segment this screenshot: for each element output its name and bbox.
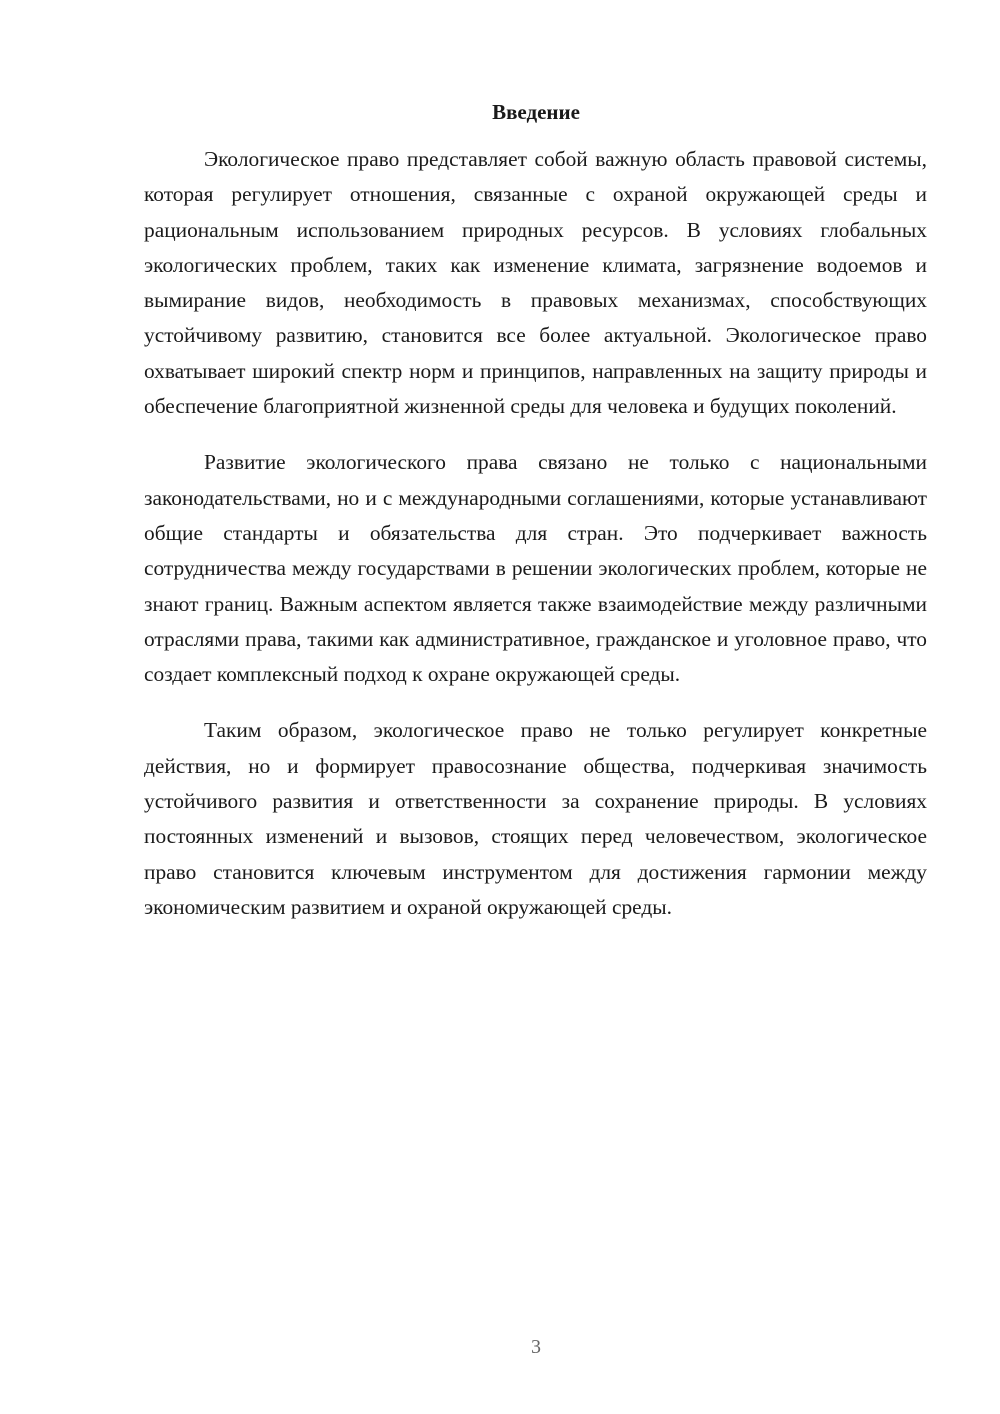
body-text — [144, 142, 927, 925]
paragraph-2: Развитие экологического права связано не только с национальными законодательствами, но и с международными соглашениями, которые устанавливают общие стандарты и обязательства для стран. Это подчеркивает важность сотрудничества между государствами в решении экологических проблем, которые не знают границ. Важным аспектом является также взаимодействие между различными отраслями права, такими как административное, гражданское и уголовное право, что создает комплексный подход к охране окружающей среды. — [144, 450, 927, 687]
section-heading: Введение — [492, 100, 580, 124]
paragraph-3: Таким образом, экологическое право не только регулирует конкретные действия, но и формирует правосознание общества, подчеркивая значимость устойчивого развития и ответственности за сохранение природы. В условиях постоянных изменений и вызовов, стоящих перед человечеством, экологическое право становится ключевым инструментом для достижения гармонии между экономическим развитием и охраной окружающей среды. — [144, 718, 927, 919]
paragraph-1: Экологическое право представляет собой важную область правовой системы, которая регулирует отношения, связанные с охраной окружающей среды и рациональным использованием природных ресурсов. В условиях глобальных экологических проблем, таких как изменение климата, загрязнение водоемов и вымирание видов, необходимость в правовых механизмах, способствующих устойчивому развитию, становится все более актуальной. Экологическое право охватывает широкий спектр норм и принципов, направленных на защиту природы и обеспечение благоприятной жизненной среды для человека и будущих поколений. — [144, 147, 927, 419]
page-number: 3 — [531, 1336, 541, 1358]
